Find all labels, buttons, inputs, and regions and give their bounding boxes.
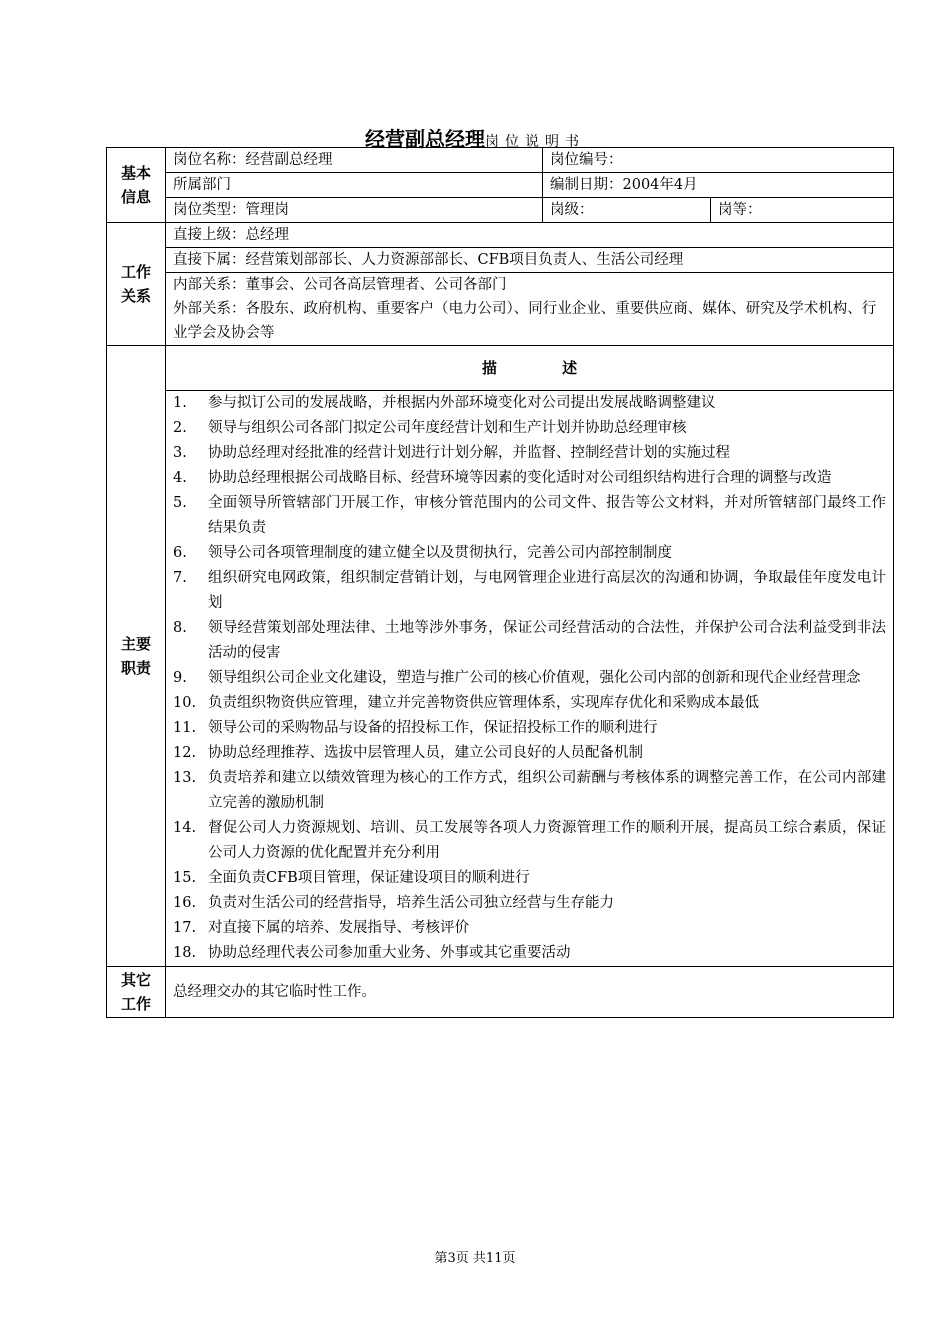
duty-text: 领导经营策划部处理法律、土地等涉外事务，保证公司经营活动的合法性，并保护公司合法利益受到非法活动的侵害 (208, 620, 886, 661)
position-level: 岗级： (543, 198, 711, 223)
duty-number: 4. (173, 470, 187, 486)
duty-text: 组织研究电网政策，组织制定营销计划，与电网管理企业进行高层次的沟通和协调，争取最佳年度发电计划 (208, 570, 886, 611)
duty-number: 8. (173, 620, 187, 636)
description-header: 描 述 (166, 346, 894, 391)
duty-item (173, 616, 886, 666)
duty-number: 16. (173, 895, 197, 911)
basic-row-2 (107, 173, 894, 198)
duty-number: 5. (173, 495, 187, 511)
duty-text: 负责培养和建立以绩效管理为核心的工作方式，组织公司薪酬与考核体系的调整完善工作，在公司内部建立完善的激励机制 (208, 770, 886, 811)
duty-number: 18. (173, 945, 197, 961)
duty-text: 领导公司的采购物品与设备的招投标工作，保证招投标工作的顺利进行 (208, 720, 658, 736)
duty-text: 负责对生活公司的经营指导，培养生活公司独立经营与生存能力 (208, 895, 614, 911)
relations-row-3 (107, 273, 894, 346)
duty-text: 参与拟订公司的发展战略，并根据内外部环境变化对公司提出发展战略调整建议 (208, 395, 716, 411)
duties-list-cell (166, 391, 894, 967)
title-main: 经营副总经理 (365, 127, 485, 151)
duty-text: 负责组织物资供应管理，建立并完善物资供应管理体系，实现库存优化和采购成本最低 (208, 695, 759, 711)
other-work: 总经理交办的其它临时性工作。 (166, 967, 894, 1018)
title-sub: 岗位说明书 (485, 134, 585, 150)
duty-item (173, 491, 886, 541)
duty-item (173, 441, 886, 466)
duty-text: 对直接下属的培养、发展指导、考核评价 (208, 920, 469, 936)
duties-list (173, 391, 886, 966)
duty-text: 领导公司各项管理制度的建立健全以及贯彻执行，完善公司内部控制制度 (208, 545, 672, 561)
duty-number: 15. (173, 870, 197, 886)
section-label-relations: 工作 关系 (107, 223, 166, 346)
duty-number: 14. (173, 820, 197, 836)
duty-text: 全面负责CFB项目管理，保证建设项目的顺利进行 (208, 870, 530, 886)
duty-item (173, 766, 886, 816)
duty-number: 11. (173, 720, 197, 736)
duty-text: 领导与组织公司各部门拟定公司年度经营计划和生产计划并协助总经理审核 (208, 420, 687, 436)
department: 所属部门 (166, 173, 543, 198)
duty-number: 13. (173, 770, 197, 786)
compile-date: 编制日期：2004年4月 (543, 173, 894, 198)
position-name: 岗位名称：经营副总经理 (166, 148, 543, 173)
basic-row-3 (107, 198, 894, 223)
duties-header-row (107, 346, 894, 391)
duty-number: 10. (173, 695, 197, 711)
duty-number: 3. (173, 445, 187, 461)
position-code: 岗位编号： (543, 148, 894, 173)
duty-text: 协助总经理代表公司参加重大业务、外事或其它重要活动 (208, 945, 571, 961)
other-row (107, 967, 894, 1018)
duty-item (173, 941, 886, 966)
duty-item (173, 741, 886, 766)
duty-number: 2. (173, 420, 187, 436)
section-label-basic: 基本 信息 (107, 148, 166, 223)
duty-number: 7. (173, 570, 187, 586)
duty-number: 9. (173, 670, 187, 686)
duty-item (173, 816, 886, 866)
duty-item (173, 466, 886, 491)
duty-number: 12. (173, 745, 197, 761)
duty-number: 6. (173, 545, 187, 561)
basic-row-1 (107, 148, 894, 173)
duties-list-row (107, 391, 894, 967)
duty-number: 17. (173, 920, 197, 936)
relations-row-2 (107, 248, 894, 273)
duty-text: 督促公司人力资源规划、培训、员工发展等各项人力资源管理工作的顺利开展，提高员工综合素质，保证公司人力资源的优化配置并充分利用 (208, 820, 886, 861)
duty-item (173, 566, 886, 616)
duty-item (173, 916, 886, 941)
direct-superior: 直接上级：总经理 (166, 223, 894, 248)
duty-item (173, 666, 886, 691)
duty-text: 协助总经理根据公司战略目标、经营环境等因素的变化适时对公司组织结构进行合理的调整与改造 (208, 470, 832, 486)
direct-subordinates: 直接下属：经营策划部部长、人力资源部部长、CFB项目负责人、生活公司经理 (166, 248, 894, 273)
duty-item (173, 416, 886, 441)
duty-item (173, 716, 886, 741)
duty-item (173, 691, 886, 716)
internal-relations: 内部关系：董事会、公司各高层管理者、公司各部门 (173, 277, 507, 293)
section-label-other: 其它 工作 (107, 967, 166, 1018)
position-grade: 岗等： (711, 198, 894, 223)
relations-internal-external (166, 273, 894, 346)
relations-row-1 (107, 223, 894, 248)
external-relations: 外部关系：各股东、政府机构、重要客户（电力公司）、同行业企业、重要供应商、媒体、研究及学术机构、行业学会及协会等 (173, 301, 877, 341)
job-description-table (106, 147, 894, 1018)
duty-text: 领导组织公司企业文化建设，塑造与推广公司的核心价值观，强化公司内部的创新和现代企业经营理念 (208, 670, 861, 686)
duty-item (173, 891, 886, 916)
duty-text: 协助总经理推荐、选拔中层管理人员，建立公司良好的人员配备机制 (208, 745, 643, 761)
duty-item (173, 391, 886, 416)
page-footer: 第3页 共11页 (434, 1251, 516, 1266)
duty-number: 1. (173, 395, 187, 411)
duty-item (173, 541, 886, 566)
duty-text: 全面领导所管辖部门开展工作，审核分管范围内的公司文件、报告等公文材料，并对所管辖部门最终工作结果负责 (208, 495, 886, 536)
duty-item (173, 866, 886, 891)
position-type: 岗位类型：管理岗 (166, 198, 543, 223)
section-label-duties: 主要 职责 (107, 346, 166, 967)
duty-text: 协助总经理对经批准的经营计划进行计划分解，并监督、控制经营计划的实施过程 (208, 445, 730, 461)
